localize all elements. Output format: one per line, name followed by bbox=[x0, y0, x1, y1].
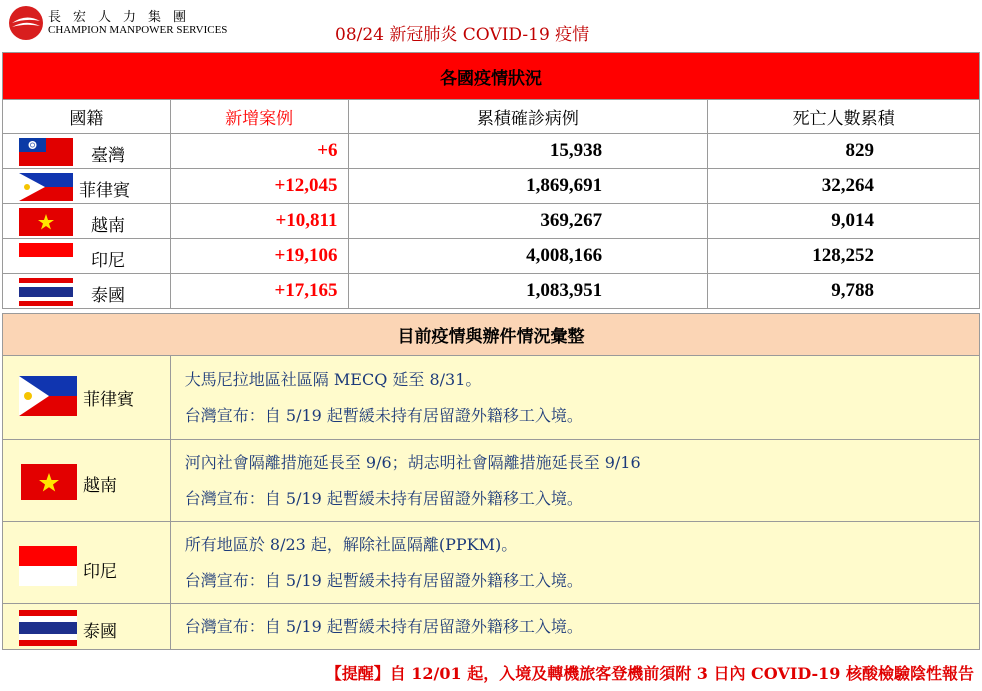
status-text-cell bbox=[170, 356, 979, 440]
status-line: 台灣宣布：自 5/19 起暫緩未持有居留證外籍移工入境。 bbox=[184, 616, 583, 636]
total-cases-cell: 1,083,951 bbox=[348, 274, 708, 309]
stats-table bbox=[2, 52, 980, 309]
deaths-cell: 9,014 bbox=[708, 204, 980, 239]
country-cell bbox=[3, 522, 171, 604]
table-row bbox=[3, 239, 980, 274]
indonesia-flag-icon bbox=[19, 546, 77, 586]
country-cell bbox=[3, 239, 171, 274]
country-name: 泰國 bbox=[91, 286, 125, 306]
column-header-total-cases: 累積確診病例 bbox=[348, 100, 708, 134]
status-line: 大馬尼拉地區社區隔 MECQ 延至 8/31。 bbox=[184, 369, 482, 389]
vietnam-flag-icon bbox=[21, 464, 77, 500]
country-name: 菲律賓 bbox=[79, 181, 130, 201]
country-cell bbox=[3, 274, 171, 309]
status-line: 台灣宣布：自 5/19 起暫緩未持有居留證外籍移工入境。 bbox=[184, 570, 583, 590]
country-cell bbox=[3, 169, 171, 204]
status-line: 台灣宣布：自 5/19 起暫緩未持有居留證外籍移工入境。 bbox=[184, 488, 583, 508]
reminder-note: 【提醒】自 12/01 起，入境及轉機旅客登機前須附 3 日內 COVID-19 核酸檢驗陰性報告 bbox=[325, 664, 974, 683]
deaths-cell: 128,252 bbox=[708, 239, 980, 274]
company-name-en: CHAMPION MANPOWER SERVICES bbox=[48, 24, 228, 36]
stats-banner: 各國疫情狀況 bbox=[3, 53, 980, 100]
thailand-flag-icon bbox=[19, 278, 73, 306]
country-cell bbox=[3, 356, 171, 440]
deaths-cell: 829 bbox=[708, 134, 980, 169]
table-row bbox=[3, 522, 980, 604]
new-cases-cell: +17,165 bbox=[170, 274, 348, 309]
status-line: 河內社會隔離措施延長至 9/6；胡志明社會隔離措施延長至 9/16 bbox=[184, 452, 641, 472]
table-row bbox=[3, 134, 980, 169]
column-header-deaths: 死亡人數累積 bbox=[708, 100, 980, 134]
total-cases-cell: 15,938 bbox=[348, 134, 708, 169]
table-row bbox=[3, 169, 980, 204]
country-cell bbox=[3, 440, 171, 522]
stats-header-row bbox=[3, 100, 980, 134]
philippines-flag-icon bbox=[19, 376, 77, 416]
new-cases-cell: +10,811 bbox=[170, 204, 348, 239]
total-cases-cell: 1,869,691 bbox=[348, 169, 708, 204]
country-name: 越南 bbox=[91, 216, 125, 236]
indonesia-flag-icon bbox=[19, 243, 73, 271]
taiwan-flag-icon bbox=[19, 138, 73, 166]
status-line: 所有地區於 8/23 起，解除社區隔離(PPKM)。 bbox=[184, 534, 518, 554]
country-name: 菲律賓 bbox=[83, 390, 134, 410]
table-row bbox=[3, 604, 980, 650]
company-logo-icon bbox=[8, 5, 44, 41]
total-cases-cell: 369,267 bbox=[348, 204, 708, 239]
company-name-cn: 長宏人力集團 bbox=[48, 10, 199, 25]
country-cell bbox=[3, 134, 171, 169]
status-text-cell bbox=[170, 604, 979, 650]
country-cell bbox=[3, 204, 171, 239]
column-header-new-cases: 新增案例 bbox=[170, 100, 348, 134]
table-row bbox=[3, 204, 980, 239]
country-name: 印尼 bbox=[83, 562, 117, 582]
philippines-flag-icon bbox=[19, 173, 73, 201]
thailand-flag-icon bbox=[19, 610, 77, 646]
total-cases-cell: 4,008,166 bbox=[348, 239, 708, 274]
new-cases-cell: +6 bbox=[170, 134, 348, 169]
table-row bbox=[3, 440, 980, 522]
country-name: 泰國 bbox=[83, 622, 117, 642]
country-cell bbox=[3, 604, 171, 650]
deaths-cell: 9,788 bbox=[708, 274, 980, 309]
new-cases-cell: +19,106 bbox=[170, 239, 348, 274]
vietnam-flag-icon bbox=[19, 208, 73, 236]
details-banner: 目前疫情與辦件情況彙整 bbox=[3, 314, 980, 356]
table-row bbox=[3, 356, 980, 440]
status-text-cell bbox=[170, 522, 979, 604]
deaths-cell: 32,264 bbox=[708, 169, 980, 204]
details-table bbox=[2, 313, 980, 650]
table-row bbox=[3, 274, 980, 309]
page-title: 08/24 新冠肺炎 COVID-19 疫情 bbox=[335, 25, 590, 45]
column-header-country: 國籍 bbox=[3, 100, 171, 134]
stats-banner-row bbox=[3, 53, 980, 100]
status-text-cell bbox=[170, 440, 979, 522]
status-line: 台灣宣布：自 5/19 起暫緩未持有居留證外籍移工入境。 bbox=[184, 405, 583, 425]
new-cases-cell: +12,045 bbox=[170, 169, 348, 204]
country-name: 越南 bbox=[83, 476, 117, 496]
country-name: 印尼 bbox=[91, 251, 125, 271]
details-banner-row bbox=[3, 314, 980, 356]
country-name: 臺灣 bbox=[91, 146, 125, 166]
